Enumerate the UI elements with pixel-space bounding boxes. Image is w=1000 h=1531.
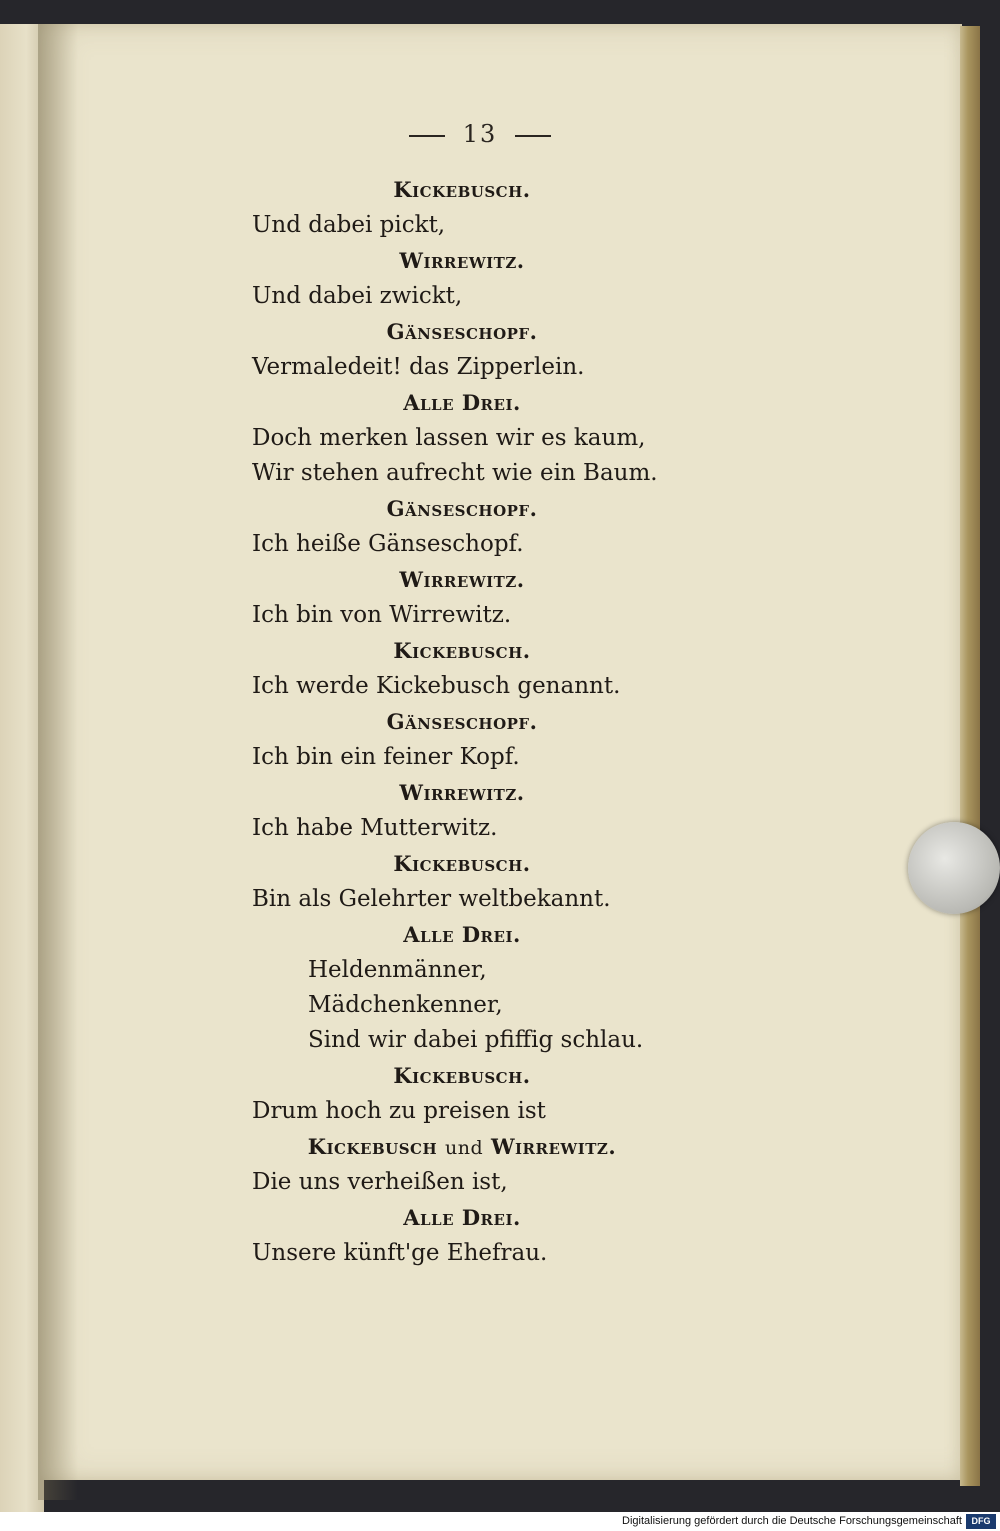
speaker-name-a: Kickebusch [307, 1134, 438, 1159]
dash-right [515, 135, 551, 137]
verse-line: Mädchenkenner, [308, 992, 503, 1018]
speaker-kickebusch: Kickebusch. [393, 1063, 531, 1088]
speaker-kickebusch-und-wirrewitz [252, 1129, 672, 1165]
verse-line: Bin als Gelehrter weltbekannt. [252, 886, 611, 912]
verse-line: Sind wir dabei pfiffig schlau. [308, 1027, 644, 1053]
verse-line: Ich habe Mutterwitz. [252, 815, 498, 841]
speaker-name-b: Wirrewitz. [490, 1134, 617, 1159]
speaker-wirrewitz: Wirrewitz. [399, 567, 525, 592]
verse-line: Wir stehen aufrecht wie ein Baum. [252, 460, 658, 486]
verse-line: Die uns verheißen ist, [252, 1169, 508, 1195]
speaker-wirrewitz: Wirrewitz. [399, 780, 525, 805]
speaker-gaenseschopf: Gänseschopf. [386, 496, 538, 521]
verse-line: Ich heiße Gänseschopf. [252, 531, 524, 557]
dfg-logo-icon: DFG [966, 1514, 996, 1529]
verse-line: Ich bin ein feiner Kopf. [252, 744, 520, 770]
verse-line: Ich werde Kickebusch genannt. [252, 673, 621, 699]
verse-line: Vermaledeit! das Zipperlein. [252, 354, 585, 380]
speaker-kickebusch: Kickebusch. [393, 638, 531, 663]
verse-line: Unsere künft'ge Ehefrau. [252, 1240, 548, 1266]
verse-line: Ich bin von Wirrewitz. [252, 602, 512, 628]
speaker-gaenseschopf: Gänseschopf. [386, 709, 538, 734]
speaker-kickebusch: Kickebusch. [393, 851, 531, 876]
speaker-gaenseschopf: Gänseschopf. [386, 319, 538, 344]
speaker-alle-drei: Alle Drei. [403, 1205, 521, 1230]
verse-line: Und dabei zwickt, [252, 283, 463, 309]
speaker-wirrewitz: Wirrewitz. [399, 248, 525, 273]
funding-credit: Digitalisierung gefördert durch die Deutsche Forschungsgemeinschaft [622, 1515, 962, 1527]
verse-line: Und dabei pickt, [252, 212, 446, 238]
speaker-kickebusch: Kickebusch. [393, 177, 531, 202]
page-number-line [0, 120, 960, 148]
page-block-edge [960, 26, 980, 1486]
spine-shadow [38, 24, 78, 1500]
verse-line: Doch merken lassen wir es kaum, [252, 425, 646, 451]
page-number: 13 [462, 120, 498, 148]
speaker-conjunction: und [444, 1137, 484, 1159]
dash-left [409, 135, 445, 137]
verse-block [252, 172, 812, 1271]
verse-line: Drum hoch zu preisen ist [252, 1098, 546, 1124]
speaker-alle-drei: Alle Drei. [403, 390, 521, 415]
speaker-alle-drei: Alle Drei. [403, 922, 521, 947]
page-clip [908, 822, 1000, 914]
verse-line: Heldenmänner, [308, 957, 487, 983]
